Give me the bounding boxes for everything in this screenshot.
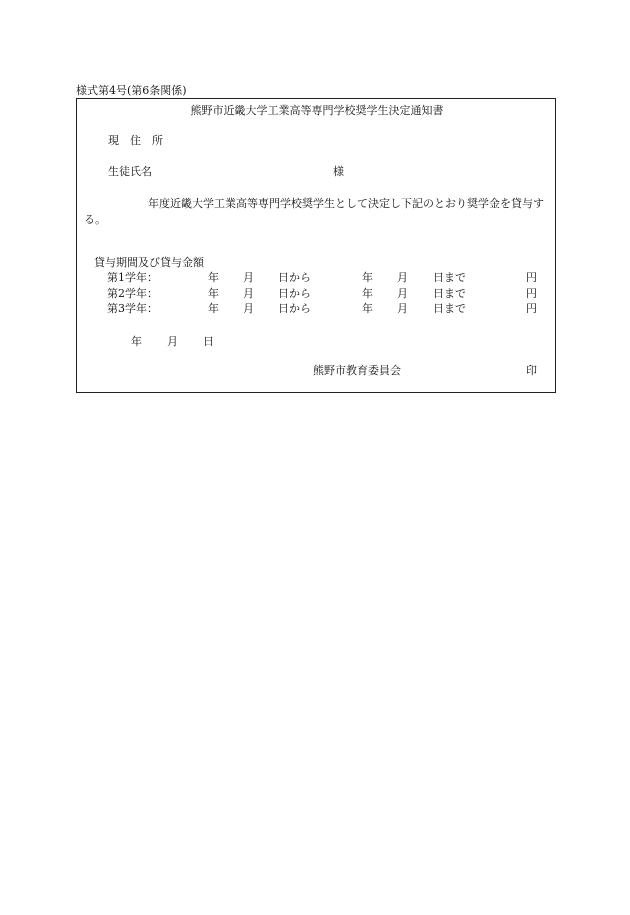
to-year: 年 <box>362 287 373 300</box>
from-month: 月 <box>243 302 254 315</box>
period-label: 第1学年： <box>107 271 158 284</box>
form-code: 様式第4号(第6条関係) <box>76 84 187 97</box>
currency-unit: 円 <box>526 287 537 300</box>
from-day: 日から <box>278 287 311 300</box>
student-name-label: 生徒氏名 <box>108 165 152 178</box>
to-year: 年 <box>362 271 373 284</box>
to-day: 日まで <box>433 302 466 315</box>
from-month: 月 <box>243 271 254 284</box>
period-label: 第2学年： <box>107 287 158 300</box>
to-day: 日まで <box>433 271 466 284</box>
period-label: 第3学年： <box>107 302 158 315</box>
from-year: 年 <box>208 302 219 315</box>
notice-body-line1: 年度近畿大学工業高等専門学校奨学生として決定し下記のとおり奨学金を貸 <box>148 197 522 210</box>
from-day: 日から <box>278 302 311 315</box>
document-title: 熊野市近畿大学工業高等専門学校奨学生決定通知書 <box>190 104 444 117</box>
currency-unit: 円 <box>526 271 537 284</box>
date-year: 年 <box>131 335 142 348</box>
to-month: 月 <box>397 302 408 315</box>
from-month: 月 <box>243 287 254 300</box>
from-year: 年 <box>208 287 219 300</box>
date-day: 日 <box>203 335 214 348</box>
to-day: 日まで <box>433 287 466 300</box>
honorific: 様 <box>333 165 344 178</box>
notice-body-line2: 与する。 <box>84 197 544 226</box>
to-year: 年 <box>362 302 373 315</box>
period-heading: 貸与期間及び貸与金額 <box>94 256 204 269</box>
notice-form <box>76 98 556 393</box>
seal-mark: 印 <box>526 364 537 377</box>
from-day: 日から <box>278 271 311 284</box>
to-month: 月 <box>397 287 408 300</box>
currency-unit: 円 <box>526 302 537 315</box>
notice-body <box>84 196 550 228</box>
issuer-name: 熊野市教育委員会 <box>313 364 401 377</box>
date-month: 月 <box>167 335 178 348</box>
address-label: 現 住 所 <box>108 134 163 147</box>
to-month: 月 <box>397 271 408 284</box>
from-year: 年 <box>208 271 219 284</box>
